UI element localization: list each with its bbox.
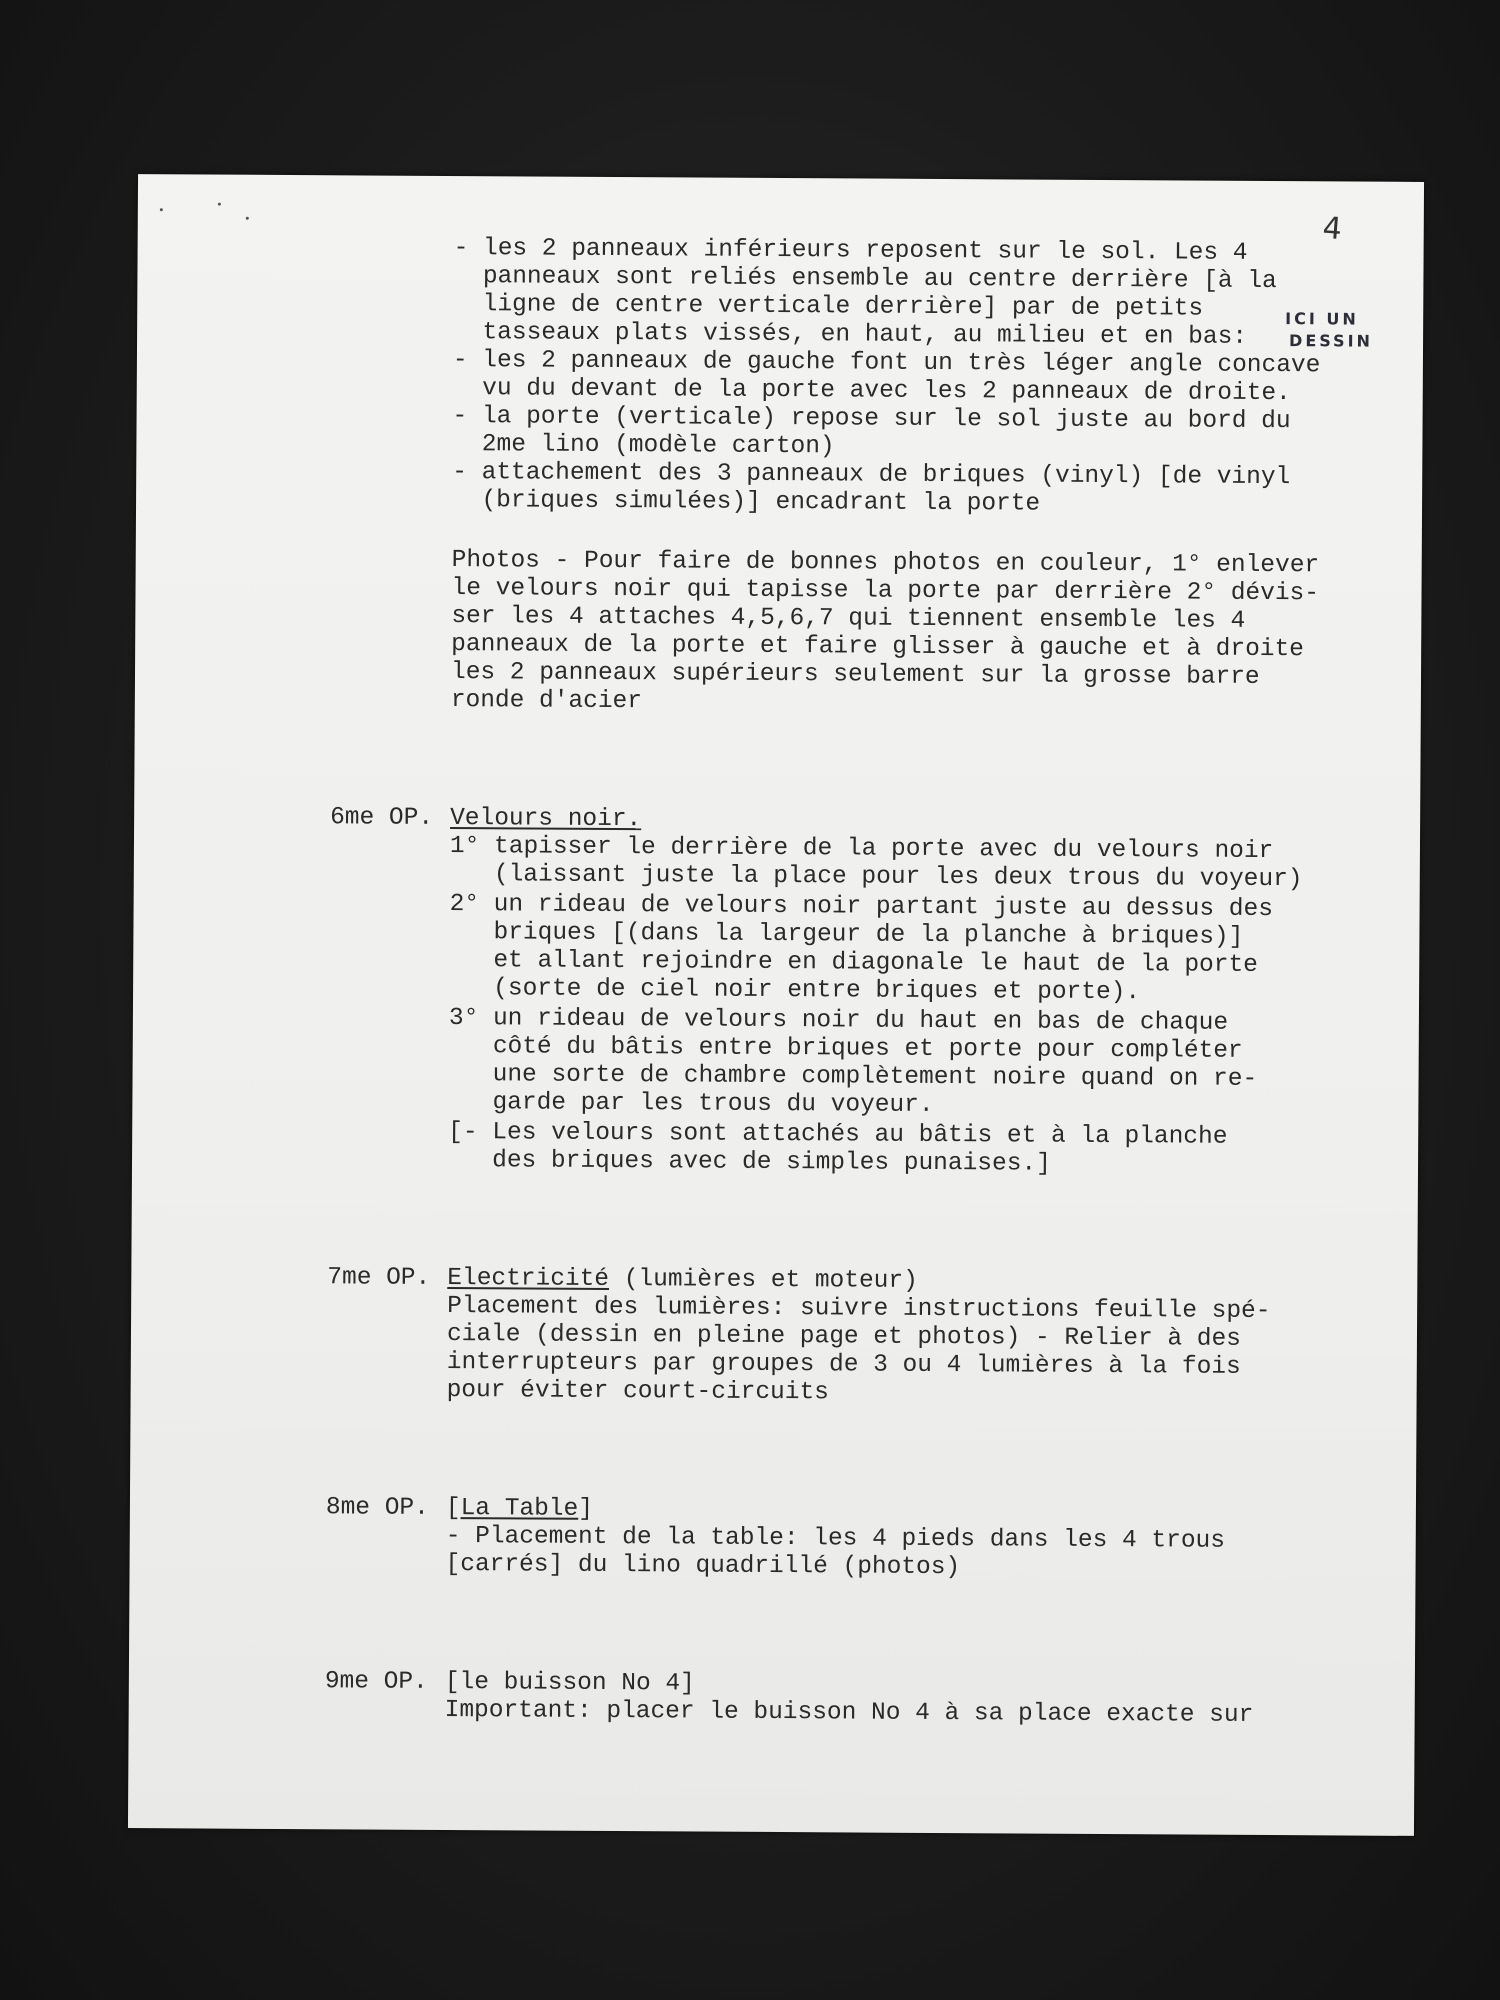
document-page xyxy=(128,174,1424,1836)
text-line: - les 2 panneaux inférieurs reposent sur le sol. Les 4 xyxy=(453,235,1248,267)
op7-title: Electricité xyxy=(447,1264,610,1293)
op9-line: Important: placer le buisson No 4 à sa place exacte sur xyxy=(444,1696,1254,1729)
photos-paragraph-line: panneaux de la porte et faire glisser à gauche et à droite xyxy=(451,631,1305,664)
photos-paragraph-line: ronde d'acier xyxy=(450,687,643,716)
text-line: ligne de centre verticale derrière] par de petits xyxy=(453,291,1204,323)
text-line: - attachement des 3 panneaux de briques (vinyl) [de vinyl xyxy=(452,459,1291,492)
op8-heading xyxy=(446,1494,593,1525)
text-line: - les 2 panneaux de gauche font un très léger angle concave xyxy=(452,347,1321,380)
op6-line: une sorte de chambre complètement noire quand on re- xyxy=(448,1061,1258,1093)
op6-line: (laissant juste la place pour les deux trous du voyeur) xyxy=(449,861,1303,894)
text-line: (briques simulées)] encadrant la porte xyxy=(451,487,1041,518)
op6-line: 2° un rideau de velours noir partant juste au dessus des xyxy=(449,891,1274,924)
op8-line: - Placement de la table: les 4 pieds dans les 4 trous xyxy=(445,1522,1226,1555)
margin-note-line2: DESSIN xyxy=(1289,331,1374,351)
op6-line: garde par les trous du voyeur. xyxy=(448,1089,934,1119)
text-line: vu du devant de la porte avec les 2 panneaux de droite. xyxy=(452,375,1291,408)
paper-speck xyxy=(246,217,249,220)
op7-line: interrupteurs par groupes de 3 ou 4 lumières à la fois xyxy=(446,1348,1241,1381)
op6-line: côté du bâtis entre briques et porte pour compléter xyxy=(448,1033,1243,1065)
op8-bracket-open: [ xyxy=(445,1494,461,1523)
op8-bracket-close: ] xyxy=(578,1495,594,1523)
photos-paragraph-line: ser les 4 attaches 4,5,6,7 qui tiennent ensemble les 4 xyxy=(451,603,1246,635)
photos-paragraph-line: les 2 panneaux supérieurs seulement sur la grosse barre xyxy=(450,659,1260,691)
photos-paragraph-line: Photos - Pour faire de bonnes photos en couleur, 1° enlever xyxy=(451,547,1320,580)
op7-title-rest: (lumières et moteur) xyxy=(608,1265,918,1295)
text-line: panneaux sont reliés ensemble au centre derrière [à la xyxy=(453,263,1277,296)
section-op6 xyxy=(132,687,1421,1178)
op8-title: La Table xyxy=(460,1495,579,1523)
op6-line: des briques avec de simples punaises.] xyxy=(447,1146,1051,1178)
photos-paragraph-line: le velours noir qui tapisse la porte par derrière 2° dévis- xyxy=(451,575,1320,608)
op7-line: ciale (dessin en pleine page et photos) - Relier à des xyxy=(446,1320,1241,1353)
op7-line: Placement des lumières: suivre instructions feuille spé- xyxy=(447,1292,1271,1326)
op7-line: pour éviter court-circuits xyxy=(446,1376,829,1407)
op7-label: 7me OP. xyxy=(327,1264,431,1292)
op6-label: 6me OP. xyxy=(330,804,434,832)
op6-line: [- Les velours sont attachés au bâtis et à la planche xyxy=(448,1119,1228,1151)
op6-line: briques [(dans la largeur de la planche à briques)] xyxy=(449,919,1244,951)
op6-line: 3° un rideau de velours noir du haut en bas de chaque xyxy=(448,1005,1229,1037)
op9-title: [le buisson No 4] xyxy=(444,1668,695,1698)
op6-line: et allant rejoindre en diagonale le haut de la porte xyxy=(449,947,1258,979)
op6-line: (sorte de ciel noir entre briques et porte). xyxy=(449,975,1141,1007)
margin-note-line1: ICI UN xyxy=(1285,309,1359,329)
intro-block xyxy=(135,174,1424,716)
text-line: tasseaux plats vissés, en haut, au milieu et en bas: xyxy=(453,319,1248,351)
paper-speck xyxy=(160,208,163,211)
op8-label: 8me OP. xyxy=(325,1494,429,1522)
op9-label: 9me OP. xyxy=(324,1668,428,1696)
text-line: 2me lino (modèle carton) xyxy=(452,431,835,461)
op6-title: Velours noir. xyxy=(450,805,642,834)
paper-speck xyxy=(218,203,221,206)
text-line: - la porte (verticale) repose sur le sol juste au bord du xyxy=(452,403,1291,436)
page-number: 4 xyxy=(1321,210,1344,248)
op6-line: 1° tapisser le derrière de la porte avec du velours noir xyxy=(449,833,1274,866)
op8-line: [carrés] du lino quadrillé (photos) xyxy=(445,1550,961,1582)
